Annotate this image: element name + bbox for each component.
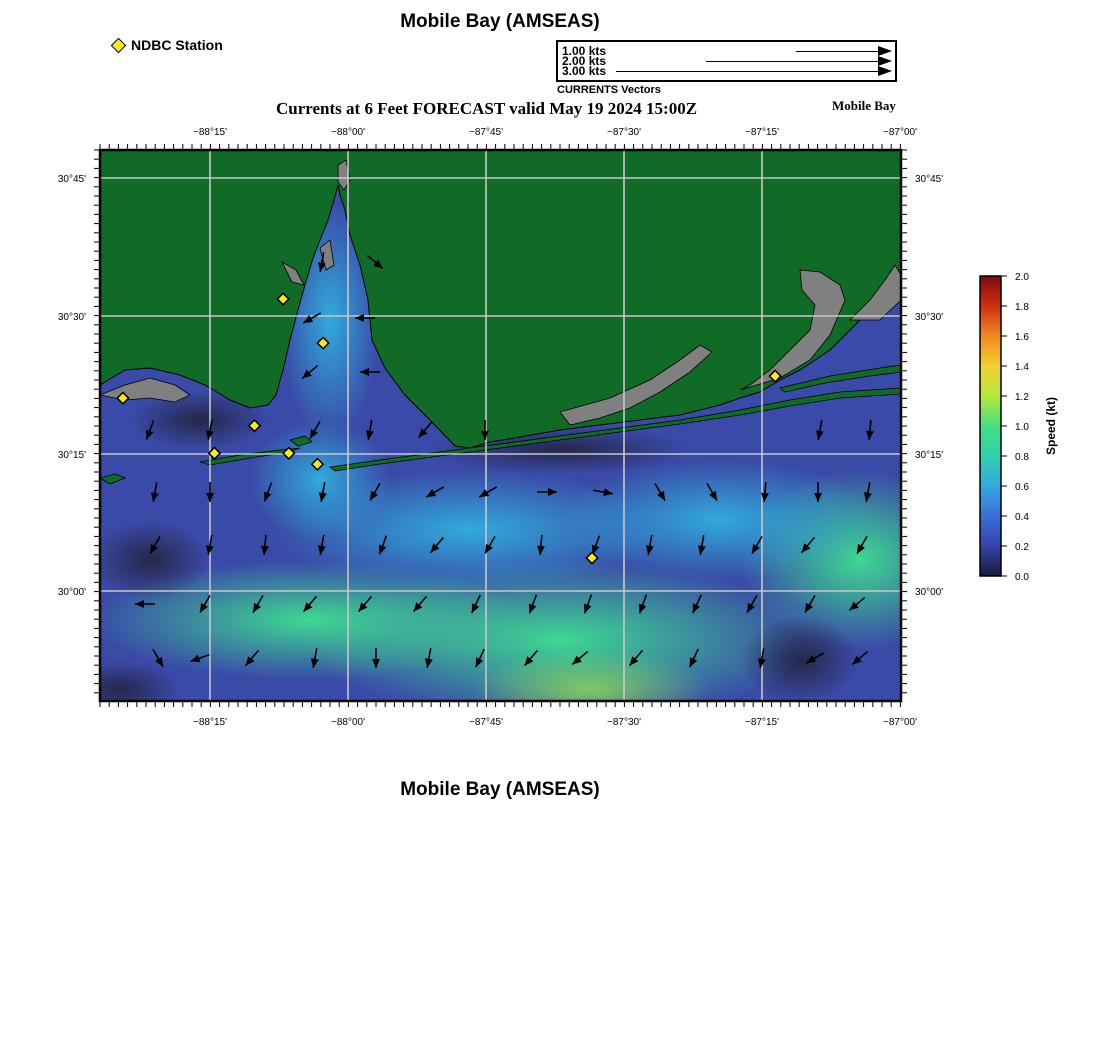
forecast-subtitle: Currents at 6 Feet FORECAST valid May 19 2024 15:00Z <box>276 99 698 118</box>
bottom-title: Mobile Bay (AMSEAS) <box>400 779 600 800</box>
lon-tick-label: −88°00' <box>331 127 365 138</box>
colorbar-tick-label: 1.8 <box>1015 302 1029 313</box>
lat-tick-label: 30°45' <box>57 174 86 185</box>
vector-key-caption: CURRENTS Vectors <box>557 84 661 96</box>
lat-tick-label: 30°00' <box>57 587 86 598</box>
lat-labels-right <box>915 174 943 598</box>
vector-key-label-1: 1.00 kts <box>562 44 607 58</box>
map-title: Mobile Bay (AMSEAS) <box>400 11 600 32</box>
lat-tick-label: 30°30' <box>57 312 86 323</box>
lat-labels-left <box>58 174 86 598</box>
colorbar-label: Speed (kt) <box>1044 396 1058 456</box>
lat-tick-label: 30°45' <box>915 174 944 185</box>
lon-labels-bottom <box>193 717 917 728</box>
colorbar-ticks <box>1001 272 1029 583</box>
lon-tick-label: −87°45' <box>469 717 503 728</box>
region-label: Mobile Bay <box>832 98 896 113</box>
lon-tick-label: −88°15' <box>193 127 227 138</box>
lon-tick-label: −88°00' <box>331 717 365 728</box>
colorbar-tick-label: 0.0 <box>1015 572 1029 583</box>
colorbar-tick-label: 1.6 <box>1015 332 1029 343</box>
colorbar-tick-label: 0.2 <box>1015 542 1029 553</box>
lon-tick-label: −87°00' <box>883 127 917 138</box>
colorbar-tick-label: 2.0 <box>1015 272 1029 283</box>
colorbar-tick-label: 1.0 <box>1015 422 1029 433</box>
vector-key-label-2: 2.00 kts <box>562 54 607 68</box>
lon-tick-label: −87°15' <box>745 127 779 138</box>
lat-tick-label: 30°00' <box>915 587 944 598</box>
lat-tick-label: 30°15' <box>57 450 86 461</box>
colorbar-tick-label: 0.8 <box>1015 452 1029 463</box>
colorbar-tick-label: 0.6 <box>1015 482 1029 493</box>
colorbar-tick-label: 1.4 <box>1015 362 1029 373</box>
colorbar-tick-label: 0.4 <box>1015 512 1029 523</box>
lon-tick-label: −87°45' <box>469 127 503 138</box>
lon-tick-label: −87°30' <box>607 127 641 138</box>
lat-tick-label: 30°30' <box>915 312 944 323</box>
lon-tick-label: −88°15' <box>193 717 227 728</box>
colorbar-tick-label: 1.2 <box>1015 392 1029 403</box>
lon-tick-label: −87°15' <box>745 717 779 728</box>
vector-key-label-3: 3.00 kts <box>562 64 607 78</box>
lat-tick-label: 30°15' <box>915 450 944 461</box>
lon-labels-top <box>193 127 917 138</box>
lon-tick-label: −87°30' <box>607 717 641 728</box>
lon-tick-label: −87°00' <box>883 717 917 728</box>
colorbar-ramp <box>980 276 1001 576</box>
station-legend-label: NDBC Station <box>131 37 223 53</box>
speed-colorbar <box>980 272 1058 583</box>
